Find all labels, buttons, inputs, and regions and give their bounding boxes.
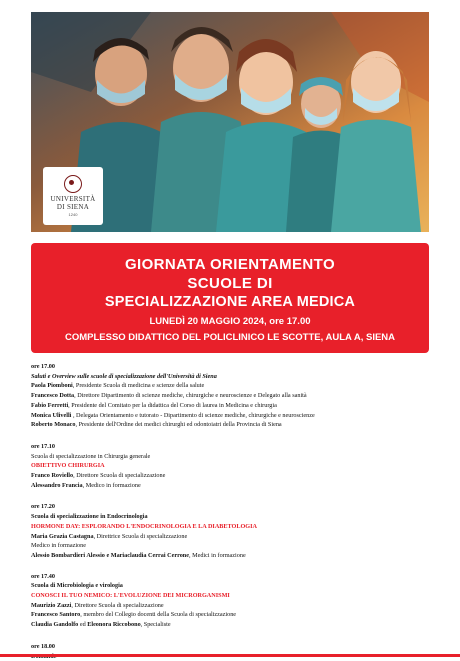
program <box>31 362 429 661</box>
speaker-name: Fabio Ferretti <box>31 401 69 409</box>
school-name: Scuola di specializzazione in Endocrinologia <box>31 513 148 521</box>
speaker-line <box>31 420 429 430</box>
speaker-role: , Presidente del Comitato per la didattica del Corso di laurea in Medicina e chirurgia <box>68 401 277 409</box>
speaker-line <box>31 411 429 421</box>
event-title-line1: GIORNATA ORIENTAMENTO <box>124 256 336 273</box>
speaker-line <box>31 401 429 411</box>
speaker-line <box>31 551 429 561</box>
event-title-line3: SPECIALIZZAZIONE AREA MEDICA <box>104 294 356 310</box>
speaker-role: , Presidente Scuola di medicina e scienze della salute <box>72 382 205 390</box>
hero-image <box>31 12 429 232</box>
speaker-name: Franco Roviello <box>31 472 74 480</box>
speaker-line <box>31 601 429 611</box>
event-date: LUNEDÌ 20 MAGGIO 2024, ore 17.00 <box>149 316 311 327</box>
speaker-conjunction: ed <box>78 621 88 629</box>
speaker-role: , Direttore Dipartimento di scienze mediche, chirurgiche e neuroscienze e Delegato alla sanità <box>74 392 307 400</box>
speaker-name: Maurizio Zazzi <box>31 601 72 609</box>
session-topic: CONOSCI IL TUO NEMICO: L'EVOLUZIONE DEI MICRORGANISMI <box>31 592 230 600</box>
logo-line2: DI SIENA <box>56 203 90 211</box>
session-subtitle: Saluti e Overview sulle scuole di specializzazione dell'Università di Siena <box>31 372 217 380</box>
speaker-name: Alessandro Francia <box>31 481 83 489</box>
speaker-role: , Delegata Orientamento e tutorato - Dipartimento di scienze mediche, chirurgiche e neuroscienze <box>71 411 315 419</box>
speaker-name: Paola Piomboni <box>31 382 73 390</box>
speaker-line <box>31 481 429 491</box>
session-time: ore 17.20 <box>31 503 55 511</box>
speaker-role: , Medico in formazione <box>82 481 141 489</box>
speaker-role: , membro del Collegio docenti della Scuola di specializzazione <box>80 611 237 619</box>
event-title-line2: SCUOLE DI <box>187 275 273 292</box>
speaker-role: , Direttore Scuola di specializzazione <box>73 472 166 480</box>
speaker-line <box>31 620 429 630</box>
speaker-role: , Specialiste <box>140 621 171 629</box>
speaker-name: Francesco Dotta <box>31 392 75 400</box>
speaker-name: Maria Grazia Castagna <box>31 532 94 540</box>
speaker-name: Monica Ulivelli <box>31 411 72 419</box>
logo-line1: UNIVERSITÀ <box>50 195 96 203</box>
speaker-role-line: Medico in formazione <box>31 542 86 550</box>
speaker-name: Alessio Bombardieri Alessio e Mariaclaudia Cerrai Cerrone <box>31 551 189 559</box>
university-logo <box>43 167 103 225</box>
speaker-name: Francesco Santoro <box>31 611 81 619</box>
speaker-name: Roberto Monaco <box>31 421 76 429</box>
speaker-line <box>31 532 429 542</box>
event-venue: COMPLESSO DIDATTICO DEL POLICLINICO LE SCOTTE, AULA A, SIENA <box>64 332 396 343</box>
session-topic: HORMONE DAY: ESPLORANDO L'ENDOCRINOLOGIA E LA DIABETOLOGIA <box>31 522 257 530</box>
school-name: Scuola di Microbiologia e virologia <box>31 582 123 590</box>
speaker-line <box>31 391 429 401</box>
session-time: ore 17.40 <box>31 572 55 580</box>
speaker-role: , Medici in formazione <box>188 551 246 559</box>
university-seal-icon <box>64 175 82 193</box>
session-time: ore 18.00 <box>31 642 55 650</box>
session-topic: OBIETTIVO CHIRURGIA <box>31 462 105 470</box>
speaker-name: Claudia Gandolfo <box>31 621 79 629</box>
school-name: Scuola di specializzazione in Chirurgia generale <box>31 452 151 460</box>
speaker-role: , Presidente dell'Ordine dei medici chirurghi ed odontoiatri della Provincia di Siena <box>75 421 282 429</box>
logo-year: 1240 <box>68 212 78 217</box>
session-time: ore 17.10 <box>31 442 55 450</box>
speaker-name: Eleonora Riccobono <box>87 621 141 629</box>
event-banner <box>31 243 429 353</box>
session-time: ore 17.00 <box>31 363 55 370</box>
speaker-role: , Direttrice Scuola di specializzazione <box>93 532 188 540</box>
speaker-line <box>31 381 429 391</box>
speaker-line <box>31 610 429 620</box>
speaker-role: , Direttore Scuola di specializzazione <box>71 601 164 609</box>
speaker-line <box>31 471 429 481</box>
